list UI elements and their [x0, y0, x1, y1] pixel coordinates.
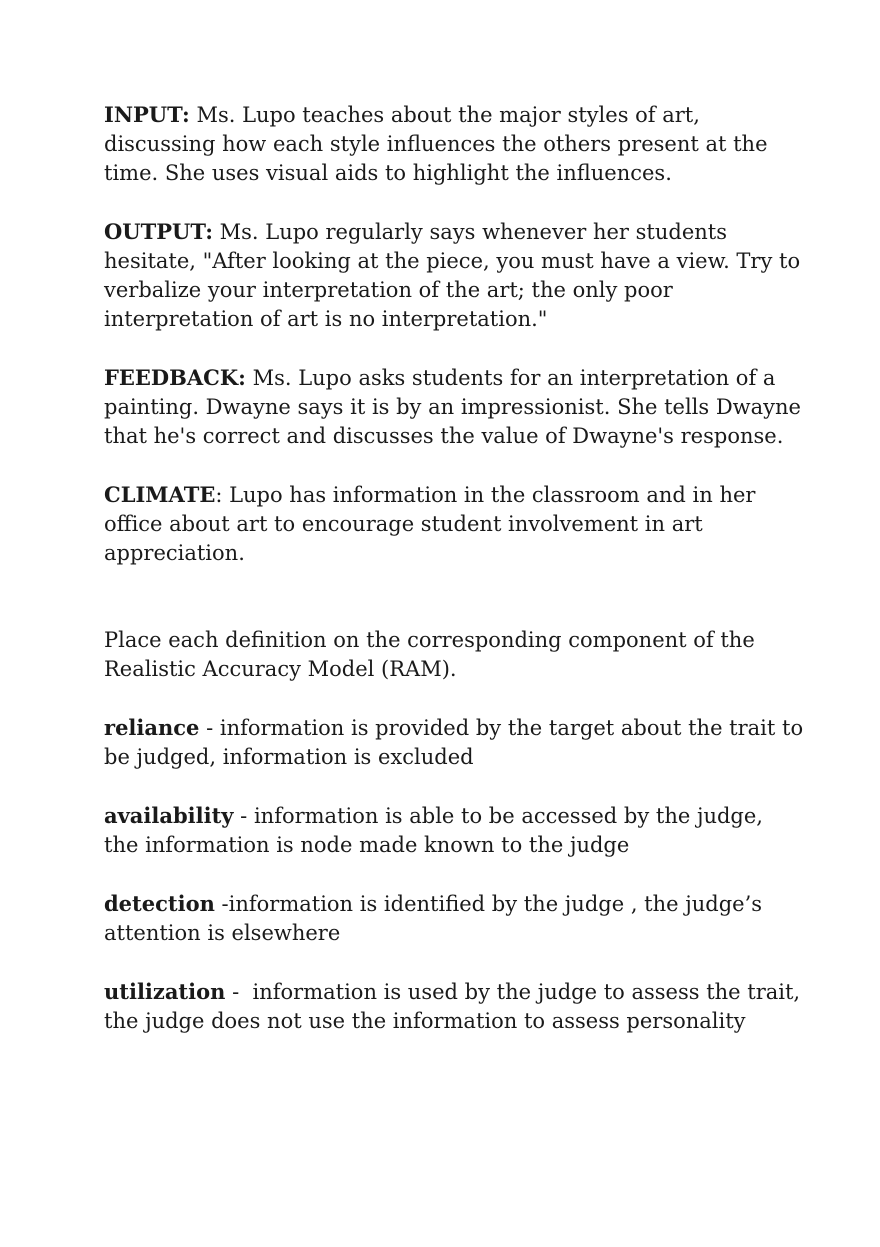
- definition-utilization: [104, 977, 807, 1036]
- climate-paragraph: [104, 480, 804, 568]
- definition-term: availability: [104, 803, 234, 828]
- definition-term: utilization: [104, 979, 226, 1004]
- definition-reliance: [104, 713, 810, 772]
- definition-availability: [104, 801, 804, 860]
- input-text: Ms. Lupo teaches about the major styles of art, discussing how each style influences the others present at the time. She uses visual aids to highlight the influences.: [104, 103, 775, 185]
- feedback-label: FEEDBACK:: [104, 365, 246, 390]
- output-label: OUTPUT:: [104, 219, 213, 244]
- climate-label: CLIMATE: [104, 482, 216, 507]
- definition-detection: [104, 889, 804, 948]
- definition-text: - information is able to be accessed by the judge, the information is node made known to the judge: [104, 804, 770, 857]
- definition-term: reliance: [104, 715, 200, 740]
- definition-text: - information is provided by the target about the trait to be judged, information is excluded: [104, 716, 810, 769]
- feedback-paragraph: [104, 363, 808, 451]
- instruction-paragraph: Place each definition on the corresponding component of the Realistic Accuracy Model (RAM).: [104, 628, 762, 681]
- input-paragraph: [104, 100, 804, 188]
- input-label: INPUT:: [104, 102, 190, 127]
- climate-text: : Lupo has information in the classroom and in her office about art to encourage student involvement in art appreciation.: [104, 483, 763, 565]
- output-text: Ms. Lupo regularly says whenever her students hesitate, "After looking at the piece, you must have a view. Try to verbalize your interpretation of the art; the only poor interpretation of art is no interpretation.": [104, 220, 807, 331]
- document-page: [104, 100, 810, 1065]
- feedback-text: Ms. Lupo asks students for an interpretation of a painting. Dwayne says it is by an impressionist. She tells Dwayne that he's correct and discusses the value of Dwayne's response.: [104, 366, 808, 448]
- output-paragraph: [104, 217, 807, 334]
- definition-text: -information is identified by the judge , the judge’s attention is elsewhere: [104, 892, 769, 945]
- definition-text: - information is used by the judge to assess the trait, the judge does not use the information to assess personality: [104, 980, 807, 1033]
- definition-term: detection: [104, 891, 215, 916]
